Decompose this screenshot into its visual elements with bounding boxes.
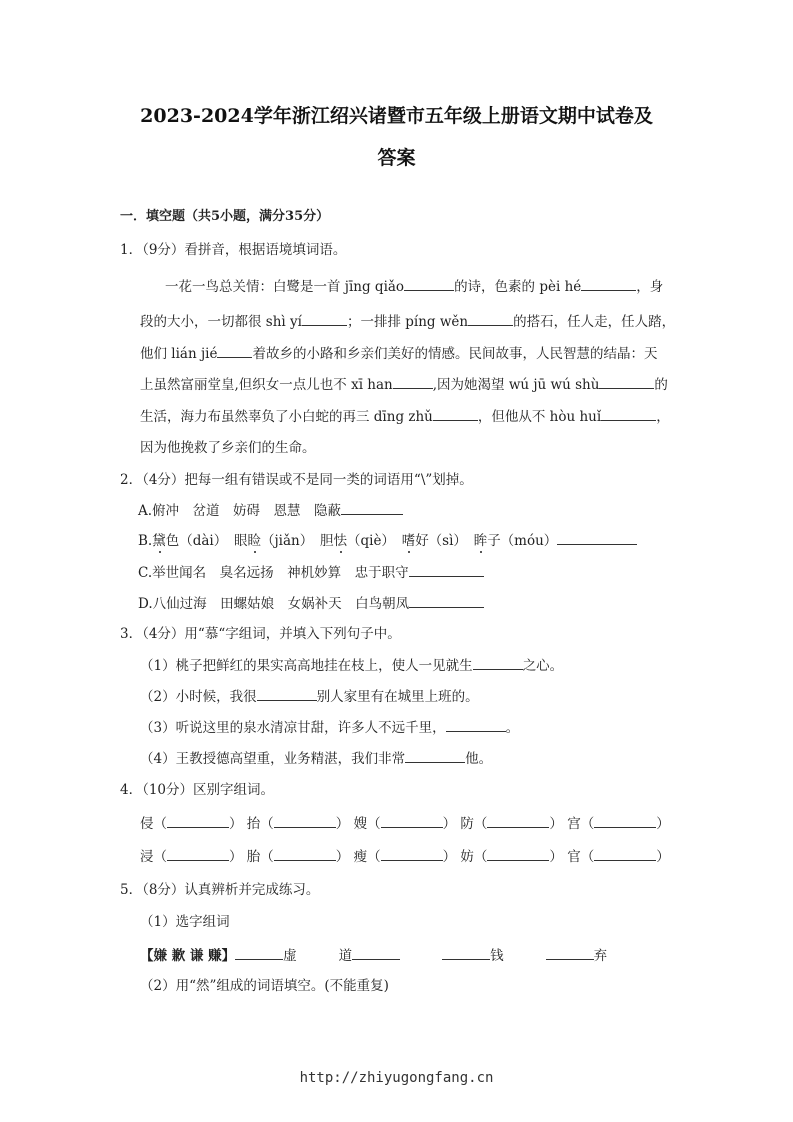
answer-blank[interactable]	[341, 500, 403, 515]
option-a: A.俯冲 岔道 妨碍 恩慧 隐蔽	[138, 500, 403, 521]
answer-blank[interactable]	[557, 530, 637, 545]
answer-blank[interactable]	[274, 846, 336, 861]
answer-blank[interactable]	[546, 945, 594, 960]
passage-line-6: 因为他挽救了乡亲们的生命。	[140, 440, 316, 456]
passage-line-5: 生活，海力布虽然辜负了小白蛇的再三 dīng zhǔ ，但他从不 hòu huǐ ，	[140, 406, 670, 427]
passage-line-2: 段的大小，一切都很 shì yí ；一排排 píng wěn 的搭石，任人走，任人踏，	[140, 311, 675, 332]
question-4-heading: 4．（10分）区别字组词。	[120, 782, 275, 798]
page-title-line2: 答案	[377, 147, 416, 169]
option-c: C.举世闻名 臭名远扬 神机妙算 忠于职守	[138, 562, 484, 583]
answer-blank[interactable]	[409, 593, 484, 608]
option-d: D.八仙过海 田螺姑娘 女娲补天 白鸟朝凤	[138, 593, 484, 614]
answer-blank[interactable]	[217, 343, 252, 358]
answer-blank[interactable]	[594, 813, 656, 828]
question-5-heading: 5．（8分）认真辨析并完成练习。	[120, 882, 320, 898]
answer-blank[interactable]	[581, 276, 636, 291]
char-row-1: 侵（ ） 抬（ ） 嫂（ ） 防（ ） 宫（ ）	[140, 813, 670, 834]
answer-blank[interactable]	[409, 562, 484, 577]
question-3-sentence-2: （2）小时候，我很 别人家里有在城里上班的。	[140, 686, 479, 707]
question-3-sentence-1: （1）桃子把鲜红的果实高高地挂在枝上，使人一见就生 之心。	[140, 655, 563, 676]
answer-blank[interactable]	[381, 813, 443, 828]
answer-blank[interactable]	[404, 276, 454, 291]
answer-blank[interactable]	[473, 655, 523, 670]
answer-blank[interactable]	[274, 813, 336, 828]
answer-blank[interactable]	[235, 945, 283, 960]
answer-blank[interactable]	[594, 846, 656, 861]
question-5-sub-2: （2）用“然”组成的词语填空。(不能重复)	[140, 978, 389, 994]
question-2-heading: 2．（4分）把每一组有错误或不是同一类的词语用“\”划掉。	[120, 472, 473, 488]
question-3-heading: 3．（4分）用“慕“字组词，并填入下列句子中。	[120, 626, 401, 642]
answer-blank[interactable]	[405, 748, 465, 763]
answer-blank[interactable]	[302, 311, 347, 326]
answer-blank[interactable]	[167, 813, 229, 828]
answer-blank[interactable]	[381, 846, 443, 861]
question-1-heading: 1．（9分）看拼音，根据语境填词语。	[120, 242, 347, 258]
answer-blank[interactable]	[446, 717, 506, 732]
passage-line-1: 一花一鸟总关情：白鹭是一首 jīng qiǎo 的诗，色素的 pèi hé ，身	[165, 276, 663, 297]
answer-blank[interactable]	[487, 846, 549, 861]
passage-line-4: 上虽然富丽堂皇,但织女一点儿也不 xī han ,因为她渴望 wú jū wú shù 的	[140, 374, 668, 395]
answer-blank[interactable]	[257, 686, 317, 701]
question-3-sentence-3: （3）听说这里的泉水清凉甘甜，许多人不远千里， 。	[140, 717, 519, 738]
question-5-sub-1: （1）选字组词	[140, 914, 230, 930]
answer-blank[interactable]	[352, 945, 400, 960]
question-5-word-row: 【嫌 歉 谦 赚】 虚 道 钱 弃	[140, 945, 607, 966]
section-heading: 一．填空题（共5小题，满分35分）	[120, 209, 330, 224]
answer-blank[interactable]	[487, 813, 549, 828]
answer-blank[interactable]	[442, 945, 490, 960]
answer-blank[interactable]	[601, 406, 656, 421]
passage-line-3: 他们 lián jié 着故乡的小路和乡亲们美好的情感。民间故事，人民智慧的结晶：天	[140, 343, 657, 364]
option-b: B.黛色（dài） 眼睑（jiǎn） 胆怯（qiè） 嗜好（sì） 眸子（móu）	[138, 530, 637, 551]
footer-url: http://zhiyugongfang.cn	[299, 1070, 494, 1086]
answer-blank[interactable]	[393, 374, 433, 389]
answer-blank[interactable]	[468, 311, 513, 326]
question-3-sentence-4: （4）王教授德高望重，业务精湛，我们非常 他。	[140, 748, 492, 769]
answer-blank[interactable]	[167, 846, 229, 861]
page-title: 2023-2024学年浙江绍兴诸暨市五年级上册语文期中试卷及	[140, 105, 653, 127]
answer-blank[interactable]	[599, 374, 654, 389]
char-row-2: 浸（ ） 胎（ ） 瘦（ ） 妨（ ） 官（ ）	[140, 846, 670, 867]
answer-blank[interactable]	[433, 406, 478, 421]
